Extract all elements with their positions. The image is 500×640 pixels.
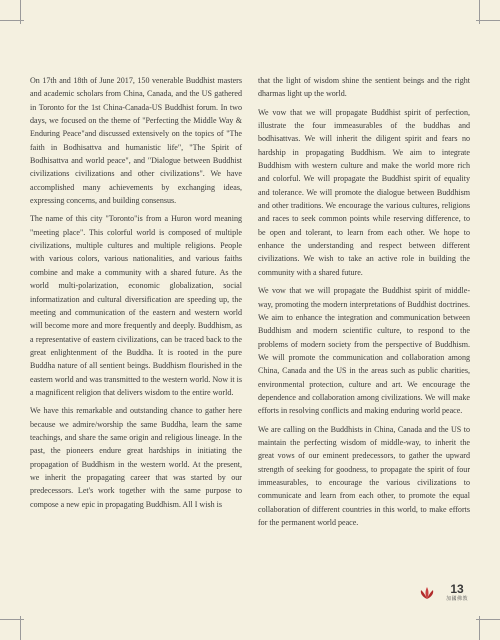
crop-mark [20, 616, 21, 640]
paragraph: On 17th and 18th of June 2017, 150 venerable Buddhist masters and academic scholars from China, Canada, and the US gathered in Toronto for the 1st China-Canada-US Buddhist forum. In two days, we focused on the theme of "Perfecting the Middle Way & Enduring Peace"and discussed extensively on the topics of "The faith in Bodhisattva and humanistic life", "The Spirit of Bodhisattva and world peace", and "Dialogue between Buddhist civilizations civilizations and other civilizations". We have accomplished many achievements by exchanging ideas, expressing concerns, and building consensus. [30, 76, 242, 206]
crop-mark [479, 0, 480, 24]
page-footer [437, 582, 477, 602]
paragraph: We are calling on the Buddhists in China, Canada and the US to maintain the perfecting wisdom of middle-way, to inherit the great vows of our eminent predecessors, to gather the upward strength of seeking for goodness, to propagate the spirit of four immeasurables, to encourage the various civilizations to communicate and learn from each other, to promote the equal collaboration of different countries in this world, to make efforts for the permanent world peace. [258, 424, 470, 527]
lotus-logo-icon [418, 586, 436, 600]
right-column [258, 74, 470, 574]
paragraph: that the light of wisdom shine the sentient beings and the right dharmas light up the world. [258, 76, 470, 99]
crop-mark [20, 0, 21, 24]
paragraph: We vow that we will propagate Buddhist spirit of perfection, illustrate the four immeasurables of the buddhas and bodhisattvas. We will inherit the diligent spirit and fears no hardship in propagating Buddhism. We aim to integrate Buddhism with western culture and make the world more rich and colorful. We will propagate the Buddhist spirit of equality and tolerance. We will promote the dialogue between Buddhism and other traditions. We encourage the various cultures, religions and races to seek common points while reserving difference, to be open and tolerant, to learn from each other. We hope to enhance the understanding and respect between different civilizations. We wish to take an active role in building the community with a shared future. [258, 107, 470, 277]
left-column [30, 74, 242, 574]
crop-mark [479, 616, 480, 640]
paragraph: We have this remarkable and outstanding chance to gather here because we admire/worship the same Buddha, learn the same teachings, and share the same origin and religious lineage. In the past, the pioneers endure great hardships in initiating the propagation of Buddhism in the western world. At the present, we inherit the propagating career that was started by our predecessors. Let's work together with the same purpose to compose a new epic in propagating Buddhism. All I wish is [30, 406, 242, 509]
page-number: 13 [450, 582, 464, 596]
paragraph: The name of this city "Toronto"is from a Huron word meaning "meeting place". This colorful world is composed of multiple civilizations, multiple cultures and multiple religions. People with various colors, various nationalities, and various faiths combine and make a community with a shared future. As the world multi-polarization, economic globalization, social informatization and cultural diversification are speeding up, the meeting and communication of the eastern and western world will become more and more frequently and deeply. Buddhism, as a representative of eastern civilizations, can be traced back to the great enlightenment of the Buddha. It is rooted in the pure Buddha nature of all sentient beings. Buddhism flourished in the eastern world and was transmitted to the western world. Now it is a magnificent religion that delivers wisdom to the entire world. [30, 214, 242, 397]
paragraph: We vow that we will propagate the Buddhist spirit of middle-way, promoting the modern interpretations of Buddhist doctrines. We aim to enhance the integration and communication between Buddhism and modern scientific culture, to respond to the problems of modern society from the perspective of Buddhism. We will promote the communication and collaboration among China, Canada and the US in the areas such as public charities, environmental protection, culture and art. We encourage the dependence and collaboration among civilizations. We will make efforts in resolving conflicts and making enduring world peace. [258, 286, 470, 416]
article-body [30, 74, 470, 574]
logo-text: 加國佛教 [445, 596, 468, 602]
